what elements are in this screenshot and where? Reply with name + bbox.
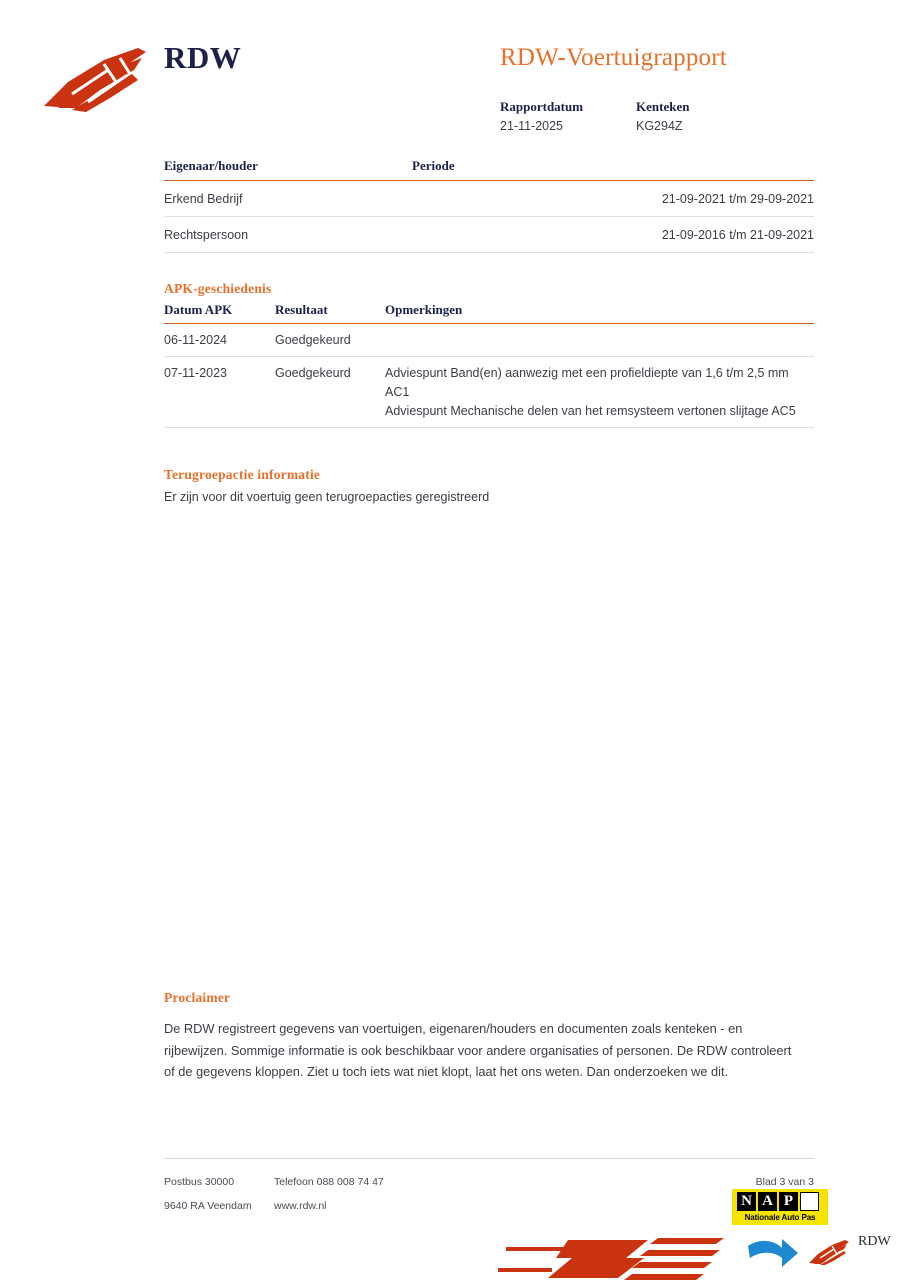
blue-arrow-icon <box>746 1236 800 1277</box>
nap-letter-p: P <box>779 1192 798 1211</box>
speed-stripes-graphic-icon <box>498 1232 726 1285</box>
table-row <box>164 357 814 428</box>
footer-address-column <box>164 1170 274 1218</box>
nap-letter-a: A <box>758 1192 777 1211</box>
table-row <box>164 181 814 217</box>
table-header-row <box>164 302 814 324</box>
apk-table <box>164 302 814 428</box>
nap-letter-row <box>737 1192 819 1211</box>
footer-contact-column <box>274 1170 574 1218</box>
recall-section-heading: Terugroepactie informatie <box>164 467 321 482</box>
page-title: RDW-Voertuigrapport <box>500 44 727 71</box>
col-apk-remarks: Opmerkingen <box>385 302 814 324</box>
table-row <box>164 217 814 253</box>
apk-history-section <box>164 281 814 428</box>
owner-table-body <box>164 181 814 253</box>
rdw-feather-logo-small-icon <box>808 1238 854 1271</box>
apk-remarks <box>385 357 814 428</box>
owner-period: 21-09-2016 t/m 21-09-2021 <box>412 217 814 253</box>
owner-name: Erkend Bedrijf <box>164 181 412 217</box>
col-owner: Eigenaar/houder <box>164 158 412 181</box>
owner-section <box>164 158 814 253</box>
footer-website-link[interactable]: www.rdw.nl <box>274 1200 327 1212</box>
nap-letter-n: N <box>737 1192 756 1211</box>
table-header-row <box>164 158 814 181</box>
footer-phone: Telefoon 088 008 74 47 <box>274 1176 384 1188</box>
table-row <box>164 324 814 357</box>
recall-text: Er zijn voor dit voertuig geen terugroepacties geregistreerd <box>164 490 490 504</box>
footer-city: 9640 RA Veendam <box>164 1200 252 1212</box>
footer-divider <box>164 1158 814 1159</box>
report-date-block <box>500 98 636 135</box>
footer-postbus: Postbus 30000 <box>164 1176 235 1188</box>
disclaimer-section <box>164 990 814 1083</box>
col-apk-date: Datum APK <box>164 302 275 324</box>
disclaimer-heading: Proclaimer <box>164 990 231 1005</box>
license-plate-label: Kenteken <box>636 99 690 114</box>
apk-date: 07-11-2023 <box>164 357 275 428</box>
apk-section-heading: APK-geschiedenis <box>164 281 272 296</box>
col-apk-result: Resultaat <box>275 302 385 324</box>
recall-section <box>164 467 814 507</box>
report-date-value: 21-11-2025 <box>500 119 564 133</box>
rdw-wordmark: RDW <box>164 40 242 75</box>
apk-remarks <box>385 324 814 357</box>
apk-result: Goedgekeurd <box>275 324 385 357</box>
apk-remark-line: Adviespunt Mechanische delen van het remsysteem vertonen slijtage AC5 <box>385 404 796 418</box>
rdw-footer-wordmark: RDW <box>858 1234 891 1249</box>
owner-table <box>164 158 814 253</box>
apk-table-body <box>164 324 814 428</box>
col-period: Periode <box>412 158 814 181</box>
apk-remark-line: Adviespunt Band(en) aanwezig met een profieldiepte van 1,6 t/m 2,5 mm AC1 <box>385 366 789 399</box>
owner-period: 21-09-2021 t/m 29-09-2021 <box>412 181 814 217</box>
owner-name: Rechtspersoon <box>164 217 412 253</box>
apk-date: 06-11-2024 <box>164 324 275 357</box>
report-date-label: Rapportdatum <box>500 99 584 114</box>
nap-subtitle: Nationale Auto Pas <box>744 1213 816 1222</box>
rdw-feather-logo-icon <box>42 42 160 114</box>
disclaimer-text: De RDW registreert gegevens van voertuigen, eigenaren/houders en documenten zoals kenteken - en rijbewijzen. Sommige informatie is ook beschikbaar voor andere organisaties of personen. De RDW controleert of de gegevens kloppen. Ziet u toch iets wat niet klopt, laat het ons weten. Dan onderzoeken we dit. <box>164 1021 792 1079</box>
license-plate-value: KG294Z <box>636 119 683 133</box>
nap-empty-box <box>800 1192 819 1211</box>
apk-result: Goedgekeurd <box>275 357 385 428</box>
nap-logo <box>732 1189 828 1225</box>
report-meta <box>500 98 772 135</box>
footer-page-number: Blad 3 van 3 <box>755 1176 814 1188</box>
license-plate-block <box>636 98 772 135</box>
